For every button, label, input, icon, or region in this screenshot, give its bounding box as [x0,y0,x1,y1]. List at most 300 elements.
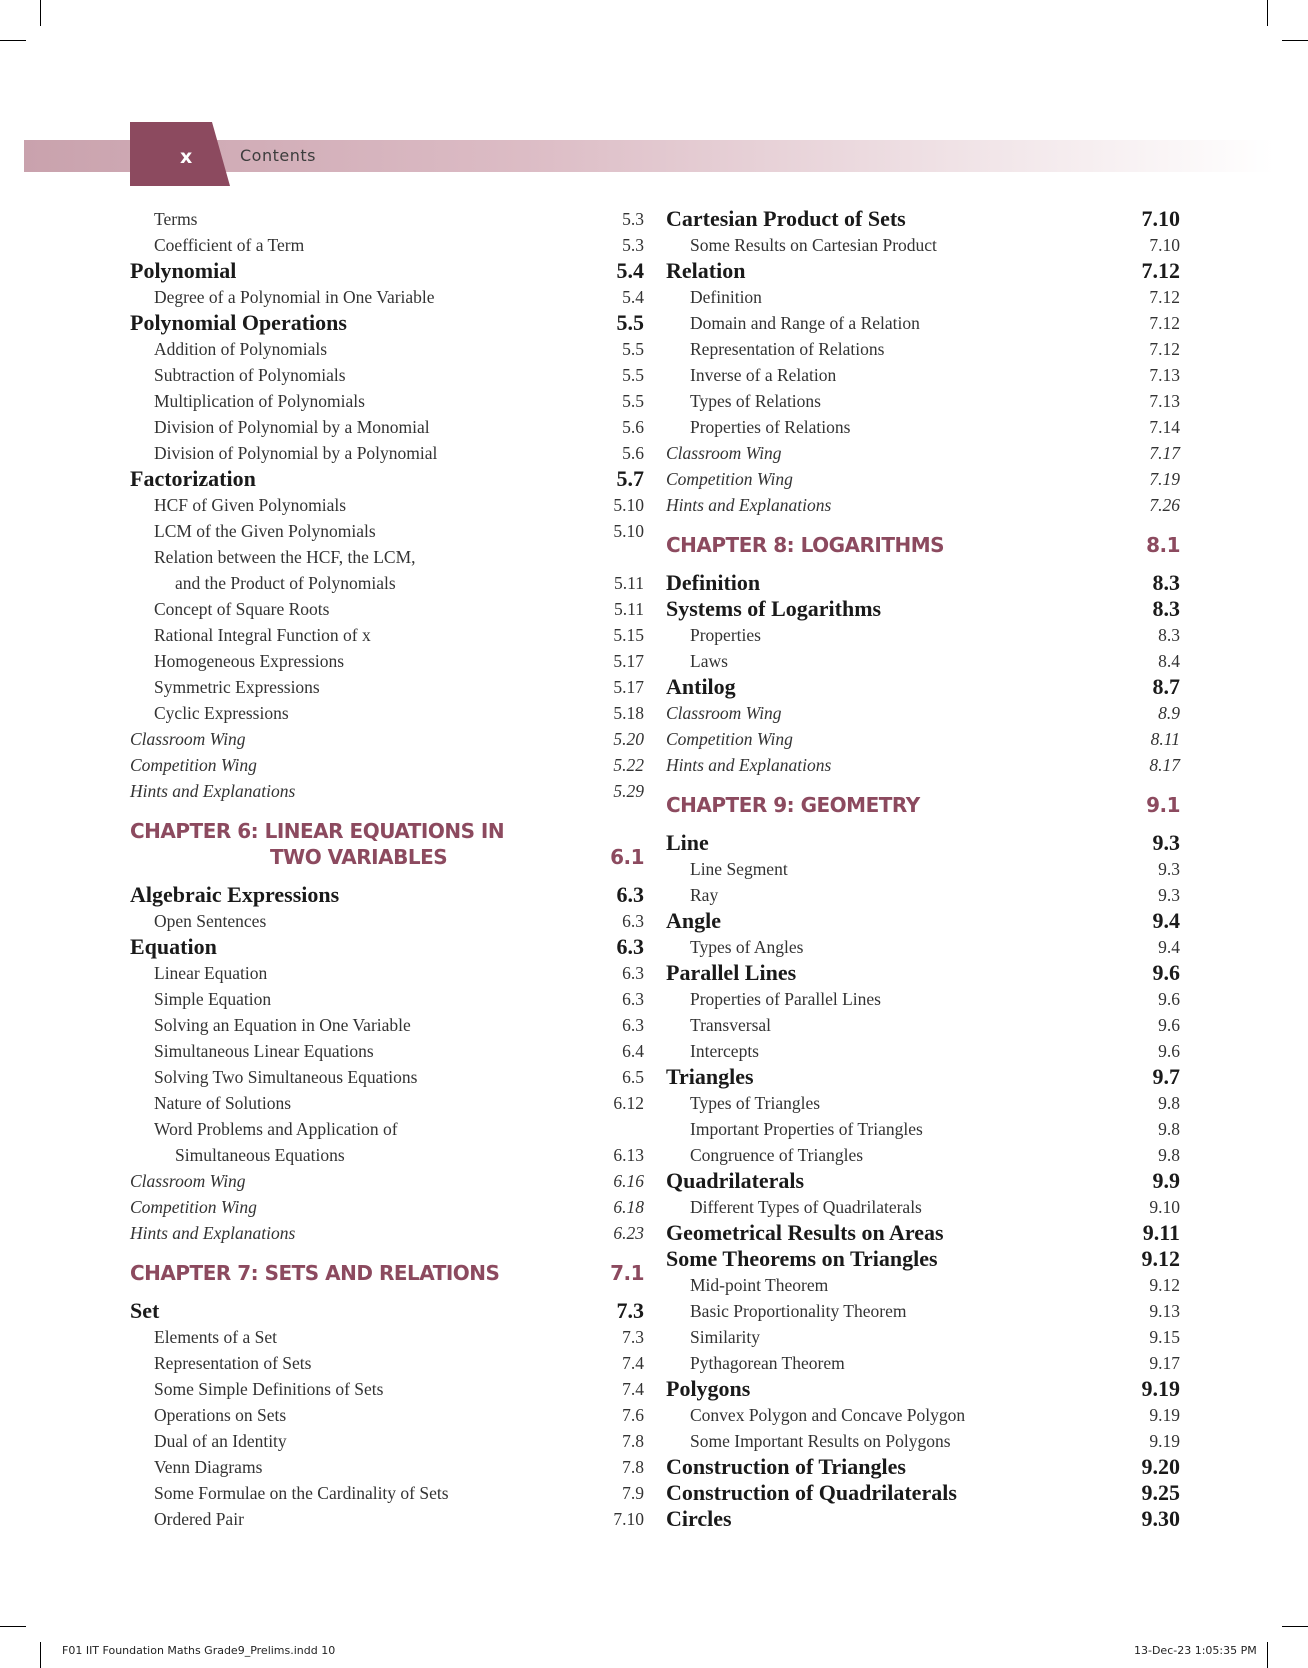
toc-entry-main [666,960,1180,986]
toc-entry-title: Different Types of Quadrilaterals [690,1197,922,1217]
toc-entry-chap [130,1260,644,1286]
toc-entry-title: Classroom Wing [666,443,782,463]
toc-entry-title: Types of Angles [690,937,804,957]
toc-entry-title: Terms [154,209,198,229]
toc-entry-page: 6.3 [622,1015,644,1035]
toc-entry-wing [130,1194,644,1220]
toc-entry-page: 7.13 [1149,391,1180,411]
toc-entry-page: 5.17 [613,651,644,671]
toc-entry-page: 9.12 [1141,1246,1180,1271]
toc-entry-page: 7.3 [616,1298,644,1323]
crop-mark [0,1626,26,1627]
toc-entry-main [666,1168,1180,1194]
toc-entry-page: 9.6 [1158,989,1180,1009]
toc-entry-main [130,1298,644,1324]
toc-entry-page: 5.3 [622,235,644,255]
toc-entry-page: 9.20 [1141,1454,1180,1479]
toc-entry-sub [130,622,644,648]
toc-entry-title: Competition Wing [666,469,793,489]
toc-entry-title: Geometrical Results on Areas [666,1220,944,1245]
toc-entry-page: 9.25 [1141,1480,1180,1505]
toc-entry-title: Some Results on Cartesian Product [690,235,937,255]
toc-entry-sub [130,440,644,466]
toc-entry-page: 6.3 [616,882,644,907]
toc-entry-main [666,830,1180,856]
toc-entry-page: 5.11 [614,599,644,619]
toc-entry-title: and the Product of Polynomials [175,573,396,593]
toc-entry-title: Mid-point Theorem [690,1275,829,1295]
toc-left-column [130,206,644,1532]
toc-entry-title: Similarity [690,1327,760,1347]
toc-entry-page: 9.8 [1158,1093,1180,1113]
toc-entry-sub [130,1428,644,1454]
toc-entry-title: Degree of a Polynomial in One Variable [154,287,435,307]
toc-entry-title: Concept of Square Roots [154,599,330,619]
toc-entry-page: 9.19 [1141,1376,1180,1401]
toc-entry-sub [130,544,644,570]
toc-entry-sub [130,1506,644,1532]
toc-entry-title: Classroom Wing [130,1171,246,1191]
toc-entry-sub [666,1194,1180,1220]
toc-entry-page: 9.7 [1152,1064,1180,1089]
toc-entry-page: 7.14 [1149,417,1180,437]
toc-entry-title: Multiplication of Polynomials [154,391,365,411]
toc-entry-title: Angle [666,908,721,933]
toc-entry-title: Hints and Explanations [130,1223,296,1243]
toc-entry-sub [666,232,1180,258]
toc-entry-main [666,258,1180,284]
toc-entry-page: 9.3 [1158,859,1180,879]
toc-entry-sub [666,1116,1180,1142]
toc-entry-sub [130,1402,644,1428]
toc-entry-wing [130,726,644,752]
toc-entry-page: 5.6 [622,443,644,463]
toc-entry-wing [130,1220,644,1246]
toc-entry-page: 6.18 [613,1197,644,1217]
toc-entry-sub [130,986,644,1012]
toc-entry-sub [130,388,644,414]
toc-entry-title: Rational Integral Function of x [154,625,371,645]
toc-entry-main [130,466,644,492]
toc-entry-page: 9.13 [1149,1301,1180,1321]
toc-entry-main [666,596,1180,622]
toc-entry-chap [130,818,644,844]
toc-entry-wing [666,726,1180,752]
toc-entry-sub2 [130,1142,644,1168]
toc-entry-title: Symmetric Expressions [154,677,320,697]
toc-entry-page: 7.8 [622,1431,644,1451]
toc-entry-sub [666,1428,1180,1454]
toc-entry-page: 8.1 [1146,533,1180,557]
toc-entry-page: 5.15 [613,625,644,645]
toc-entry-sub [666,856,1180,882]
toc-entry-page: 9.6 [1158,1041,1180,1061]
toc-entry-main [666,1454,1180,1480]
toc-entry-sub [666,1142,1180,1168]
toc-entry-page: 5.5 [616,310,644,335]
toc-entry-page: 6.23 [613,1223,644,1243]
toc-entry-page: 9.10 [1149,1197,1180,1217]
toc-entry-page: 5.4 [616,258,644,283]
crop-mark [1282,1626,1308,1627]
toc-entry-sub [130,1350,644,1376]
toc-entry-page: 8.4 [1158,651,1180,671]
toc-entry-page: 5.10 [613,495,644,515]
toc-entry-sub [666,336,1180,362]
toc-entry-main [666,206,1180,232]
toc-entry-title: Relation between the HCF, the LCM, [154,547,416,567]
toc-entry-wing [666,466,1180,492]
toc-entry-title: Line [666,830,709,855]
toc-entry-page: 5.11 [614,573,644,593]
toc-entry-title: Congruence of Triangles [690,1145,864,1165]
toc-entry-title: Ray [690,885,719,905]
toc-entry-page: 6.4 [622,1041,644,1061]
toc-entry-sub [666,1272,1180,1298]
toc-entry-title: Some Important Results on Polygons [690,1431,951,1451]
toc-entry-page: 7.1 [610,1261,644,1285]
toc-entry-title: Dual of an Identity [154,1431,287,1451]
toc-entry-title: Intercepts [690,1041,759,1061]
toc-entry-page: 7.12 [1149,313,1180,333]
toc-entry-page: 9.9 [1152,1168,1180,1193]
toc-entry-sub [666,414,1180,440]
toc-entry-title: Relation [666,258,746,283]
toc-entry-wing [130,752,644,778]
toc-entry-title: Word Problems and Application of [154,1119,398,1139]
toc-entry-page: 5.4 [622,287,644,307]
toc-entry-page: 5.5 [622,391,644,411]
toc-entry-page: 7.8 [622,1457,644,1477]
toc-entry-page: 9.12 [1149,1275,1180,1295]
toc-entry-page: 6.3 [622,911,644,931]
toc-entry-sub [666,1324,1180,1350]
toc-entry-page: 5.22 [613,755,644,775]
toc-entry-main [666,1246,1180,1272]
toc-entry-page: 5.17 [613,677,644,697]
toc-entry-wing [130,778,644,804]
toc-entry-title: CHAPTER 9: GEOMETRY [666,793,920,817]
crop-mark [1282,40,1308,41]
toc-entry-title: Cartesian Product of Sets [666,206,906,231]
toc-entry-title: Circles [666,1506,732,1531]
toc-entry-title: Types of Relations [690,391,821,411]
toc-entry-main [666,1376,1180,1402]
toc-entry-sub [666,388,1180,414]
toc-entry-title: Representation of Sets [154,1353,312,1373]
toc-entry-page: 7.19 [1149,469,1180,489]
toc-entry-page: 5.18 [613,703,644,723]
toc-entry-chap2 [130,844,644,870]
toc-entry-page: 7.12 [1149,287,1180,307]
toc-entry-page: 6.3 [622,963,644,983]
toc-entry-page: 6.5 [622,1067,644,1087]
toc-right-column [666,206,1180,1532]
toc-entry-page: 6.12 [613,1093,644,1113]
toc-entry-main [666,570,1180,596]
toc-entry-wing [666,752,1180,778]
toc-entry-page: 9.8 [1158,1119,1180,1139]
toc-entry-sub [666,1402,1180,1428]
toc-entry-sub [130,1116,644,1142]
toc-entry-sub [130,908,644,934]
toc-entry-sub [130,362,644,388]
toc-entry-page: 7.10 [1149,235,1180,255]
toc-entry-main [666,1506,1180,1532]
toc-entry-page: 7.4 [622,1353,644,1373]
toc-entry-title: Coefficient of a Term [154,235,305,255]
toc-entry-title: TWO VARIABLES [270,845,448,869]
toc-entry-page: 9.19 [1149,1431,1180,1451]
toc-entry-title: Simultaneous Linear Equations [154,1041,374,1061]
toc-entry-sub [130,1324,644,1350]
toc-entry-title: Addition of Polynomials [154,339,328,359]
toc-entry-sub [130,414,644,440]
toc-entry-main [130,258,644,284]
toc-entry-title: Operations on Sets [154,1405,287,1425]
toc-entry-title: LCM of the Given Polynomials [154,521,376,541]
toc-entry-page: 5.5 [622,365,644,385]
toc-entry-chap [666,532,1180,558]
toc-entry-title: Antilog [666,674,736,699]
toc-entry-page: 9.8 [1158,1145,1180,1165]
toc-entry-page: 7.4 [622,1379,644,1399]
toc-entry-page: 7.13 [1149,365,1180,385]
toc-entry-page: 9.6 [1152,960,1180,985]
toc-entry-main [666,1220,1180,1246]
toc-entry-title: Simultaneous Equations [175,1145,345,1165]
toc-entry-page: 7.6 [622,1405,644,1425]
toc-entry-page: 8.7 [1152,674,1180,699]
toc-entry-wing [666,700,1180,726]
toc-entry-page: 5.20 [613,729,644,749]
toc-entry-page: 7.12 [1149,339,1180,359]
toc-entry-title: Venn Diagrams [154,1457,263,1477]
toc-entry-title: CHAPTER 8: LOGARITHMS [666,533,945,557]
toc-entry-title: Competition Wing [130,1197,257,1217]
toc-entry-sub [666,1298,1180,1324]
toc-entry-title: Basic Proportionality Theorem [690,1301,907,1321]
toc-entry-sub [130,518,644,544]
toc-entry-title: Inverse of a Relation [690,365,837,385]
toc-entry-title: Transversal [690,1015,772,1035]
toc-entry-page: 9.17 [1149,1353,1180,1373]
toc-entry-title: Solving Two Simultaneous Equations [154,1067,418,1087]
toc-entry-main [666,1064,1180,1090]
toc-entry-title: Cyclic Expressions [154,703,289,723]
page-label: x [180,146,193,168]
toc-entry-title: Subtraction of Polynomials [154,365,346,385]
toc-entry-sub [130,1012,644,1038]
toc-entry-sub [666,310,1180,336]
toc-entry-title: Factorization [130,466,256,491]
toc-entry-page: 8.3 [1152,570,1180,595]
toc-entry-title: Construction of Triangles [666,1454,906,1479]
toc-entry-page: 9.11 [1142,1220,1180,1245]
toc-entry-sub [666,934,1180,960]
toc-entry-page: 5.7 [616,466,644,491]
toc-entry-page: 9.15 [1149,1327,1180,1347]
toc-entry-title: Algebraic Expressions [130,882,340,907]
toc-entry-page: 6.3 [622,989,644,1009]
toc-entry-title: HCF of Given Polynomials [154,495,347,515]
crop-mark [40,0,41,26]
toc-entry-title: Quadrilaterals [666,1168,805,1193]
toc-entry-title: Properties of Relations [690,417,851,437]
toc-entry-sub [130,492,644,518]
toc-entry-title: Hints and Explanations [130,781,296,801]
toc-entry-page: 5.3 [622,209,644,229]
toc-entry-main [666,674,1180,700]
toc-entry-title: Linear Equation [154,963,268,983]
toc-entry-page: 8.3 [1158,625,1180,645]
toc-entry-title: Polygons [666,1376,751,1401]
toc-entry-sub [666,1038,1180,1064]
crop-mark [1267,0,1268,26]
toc-entry-main [130,310,644,336]
toc-entry-sub [666,362,1180,388]
toc-entry-sub2 [130,570,644,596]
toc-entry-sub [666,1350,1180,1376]
toc-entry-page: 7.12 [1141,258,1180,283]
toc-entry-page: 9.30 [1141,1506,1180,1531]
toc-entry-sub [130,284,644,310]
toc-entry-page: 5.5 [622,339,644,359]
toc-entry-page: 9.3 [1158,885,1180,905]
toc-entry-page: 6.1 [610,845,644,869]
toc-entry-page: 9.4 [1152,908,1180,933]
toc-entry-sub [130,1480,644,1506]
toc-entry-title: Division of Polynomial by a Monomial [154,417,430,437]
toc-entry-title: Laws [690,651,728,671]
toc-entry-title: Some Simple Definitions of Sets [154,1379,384,1399]
toc-entry-title: Parallel Lines [666,960,797,985]
toc-entry-page: 8.3 [1152,596,1180,621]
toc-entry-page: 9.4 [1158,937,1180,957]
toc-entry-page: 7.10 [1141,206,1180,231]
toc-entry-title: Set [130,1298,160,1323]
toc-entry-title: Ordered Pair [154,1509,244,1529]
toc-entry-title: Some Theorems on Triangles [666,1246,938,1271]
toc-entry-main [130,934,644,960]
toc-entry-sub [130,960,644,986]
toc-entry-sub [666,622,1180,648]
toc-entry-title: Domain and Range of a Relation [690,313,920,333]
toc-entry-main [130,882,644,908]
toc-entry-title: Solving an Equation in One Variable [154,1015,411,1035]
toc-entry-title: Pythagorean Theorem [690,1353,845,1373]
toc-entry-sub [666,1090,1180,1116]
toc-entry-page: 8.9 [1158,703,1180,723]
toc-entry-title: Some Formulae on the Cardinality of Sets [154,1483,449,1503]
toc-entry-sub [666,882,1180,908]
toc-entry-page: 5.6 [622,417,644,437]
crop-mark [40,1642,41,1668]
crop-mark [1267,1642,1268,1668]
toc-entry-title: Important Properties of Triangles [690,1119,923,1139]
toc-entry-sub [130,674,644,700]
toc-entry-title: Division of Polynomial by a Polynomial [154,443,438,463]
toc-entry-page: 9.6 [1158,1015,1180,1035]
toc-entry-wing [666,492,1180,518]
toc-entry-sub [130,700,644,726]
toc-entry-sub [666,1012,1180,1038]
header-title: Contents [240,146,316,165]
toc-entry-chap [666,792,1180,818]
toc-entry-title: CHAPTER 6: LINEAR EQUATIONS IN [130,819,505,843]
toc-entry-title: Hints and Explanations [666,495,832,515]
toc-entry-title: Open Sentences [154,911,267,931]
toc-entry-title: Polynomial Operations [130,310,347,335]
toc-entry-page: 7.10 [613,1509,644,1529]
toc-entry-page: 8.17 [1149,755,1180,775]
toc-entry-page: 7.3 [622,1327,644,1347]
toc-entry-sub [666,648,1180,674]
toc-entry-sub [130,206,644,232]
toc-entry-title: Construction of Quadrilaterals [666,1480,957,1505]
toc-entry-page: 6.13 [613,1145,644,1165]
toc-entry-title: Competition Wing [130,755,257,775]
toc-entry-page: 7.17 [1149,443,1180,463]
footer-timestamp: 13-Dec-23 1:05:35 PM [1134,1644,1257,1657]
toc-entry-title: CHAPTER 7: SETS AND RELATIONS [130,1261,500,1285]
toc-entry-title: Polynomial [130,258,237,283]
toc-entry-title: Systems of Logarithms [666,596,882,621]
toc-entry-page: 6.3 [616,934,644,959]
toc-entry-sub [130,648,644,674]
toc-entry-title: Properties of Parallel Lines [690,989,881,1009]
toc-entry-page: 5.29 [613,781,644,801]
toc-entry-title: Equation [130,934,217,959]
toc-entry-sub [130,1376,644,1402]
toc-entry-sub [666,284,1180,310]
toc-entry-title: Competition Wing [666,729,793,749]
crop-mark [0,40,26,41]
toc-entry-sub [130,232,644,258]
toc-entry-page: 7.26 [1149,495,1180,515]
toc-entry-title: Triangles [666,1064,754,1089]
toc-entry-sub [130,1038,644,1064]
toc-entry-title: Simple Equation [154,989,272,1009]
toc-entry-wing [666,440,1180,466]
toc-entry-title: Definition [690,287,762,307]
toc-entry-sub [130,1090,644,1116]
toc-entry-page: 5.10 [613,521,644,541]
toc-entry-title: Classroom Wing [130,729,246,749]
toc-entry-sub [130,336,644,362]
toc-entry-wing [130,1168,644,1194]
toc-entry-title: Types of Triangles [690,1093,821,1113]
toc-entry-title: Properties [690,625,761,645]
toc-entry-page: 9.19 [1149,1405,1180,1425]
toc-entry-title: Hints and Explanations [666,755,832,775]
toc-entry-sub [130,1454,644,1480]
toc-entry-sub [130,596,644,622]
toc-entry-page: 9.3 [1152,830,1180,855]
toc-entry-page: 8.11 [1150,729,1180,749]
toc-entry-sub [130,1064,644,1090]
toc-entry-title: Homogeneous Expressions [154,651,345,671]
toc-entry-title: Elements of a Set [154,1327,277,1347]
toc-entry-sub [666,986,1180,1012]
toc-entry-title: Line Segment [690,859,788,879]
toc-entry-page: 7.9 [622,1483,644,1503]
toc-entry-main [666,1480,1180,1506]
toc-entry-page: 9.1 [1146,793,1180,817]
toc-entry-main [666,908,1180,934]
toc-entry-title: Definition [666,570,761,595]
toc-entry-title: Nature of Solutions [154,1093,292,1113]
